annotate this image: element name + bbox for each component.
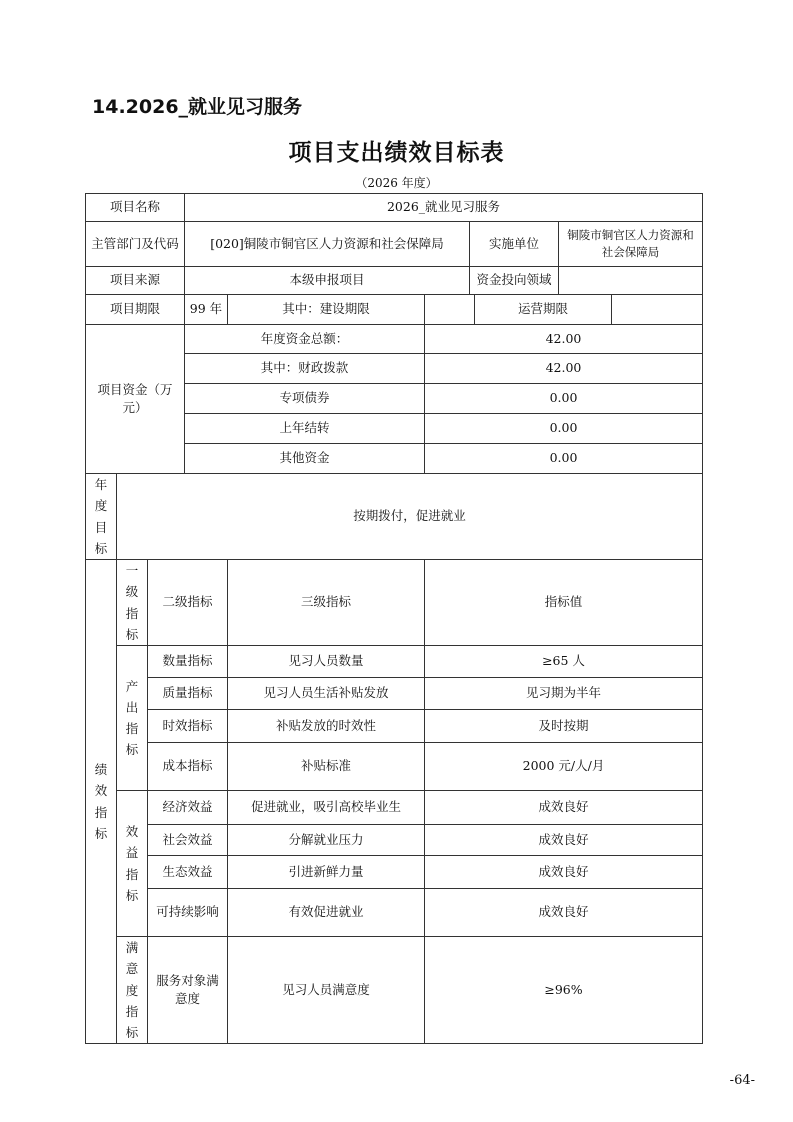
fund-value: 42.00: [425, 325, 703, 354]
level3-cell: 分解就业压力: [228, 825, 425, 856]
field-label: 资金投向领域: [470, 267, 559, 295]
source-label: 项目来源: [86, 267, 185, 295]
level3-header: 三级指标: [228, 560, 425, 646]
fund-value: 0.00: [425, 384, 703, 414]
level2-cell: 可持续影响: [148, 889, 228, 937]
level3-cell: 见习人员满意度: [228, 937, 425, 1044]
indicator-value: 及时按期: [425, 710, 703, 743]
indicator-value: 成效良好: [425, 889, 703, 937]
ops-value: [612, 295, 703, 325]
indicator-value: 成效良好: [425, 856, 703, 889]
performance-table: [85, 193, 703, 1044]
indicators-label: 绩效指标: [86, 560, 117, 1044]
fund-label: 其中：财政拨款: [185, 354, 425, 384]
indicator-value: ≥96%: [425, 937, 703, 1044]
field-value: [559, 267, 703, 295]
period-label: 项目期限: [86, 295, 185, 325]
source-value: 本级申报项目: [185, 267, 470, 295]
annual-goal-label: 年度目标: [86, 474, 117, 560]
page-title: 项目支出绩效目标表: [288, 140, 505, 166]
build-value: [425, 295, 475, 325]
fund-label: 其他资金: [185, 444, 425, 474]
output-indicator-label: 产出指标: [117, 646, 148, 791]
section-heading: 14.2026_就业见习服务: [92, 96, 303, 118]
indicator-value: ≥65 人: [425, 646, 703, 678]
fund-value: 42.00: [425, 354, 703, 384]
project-name-value: 2026_就业见习服务: [185, 194, 703, 222]
build-label: 其中：建设期限: [228, 295, 425, 325]
level3-cell: 补贴标准: [228, 743, 425, 791]
level2-cell: 成本指标: [148, 743, 228, 791]
indicator-value: 见习期为半年: [425, 678, 703, 710]
fund-value: 0.00: [425, 414, 703, 444]
level2-cell: 时效指标: [148, 710, 228, 743]
satisfaction-indicator-label: 满意度指标: [117, 937, 148, 1044]
dept-value: [020]铜陵市铜官区人力资源和社会保障局: [185, 222, 470, 267]
level2-cell: 生态效益: [148, 856, 228, 889]
funds-label: 项目资金（万元）: [86, 325, 185, 474]
level2-cell: 质量指标: [148, 678, 228, 710]
year-label: （2026 年度）: [355, 176, 438, 190]
ops-label: 运营期限: [475, 295, 612, 325]
annual-goal-value: 按期拨付，促进就业: [117, 474, 703, 560]
indicator-value: 成效良好: [425, 825, 703, 856]
level3-cell: 见习人员生活补贴发放: [228, 678, 425, 710]
level3-cell: 补贴发放的时效性: [228, 710, 425, 743]
level2-cell: 服务对象满意度: [148, 937, 228, 1044]
indicator-value: 成效良好: [425, 791, 703, 825]
impl-label: 实施单位: [470, 222, 559, 267]
level2-cell: 社会效益: [148, 825, 228, 856]
fund-label: 专项债券: [185, 384, 425, 414]
level2-cell: 数量指标: [148, 646, 228, 678]
level1-header: 一级指标: [117, 560, 148, 646]
fund-label: 上年结转: [185, 414, 425, 444]
fund-value: 0.00: [425, 444, 703, 474]
impl-value: 铜陵市铜官区人力资源和社会保障局: [559, 222, 703, 267]
level3-cell: 有效促进就业: [228, 889, 425, 937]
benefit-indicator-label: 效益指标: [117, 791, 148, 937]
project-name-label: 项目名称: [86, 194, 185, 222]
indicator-value: 2000 元/人/月: [425, 743, 703, 791]
value-header: 指标值: [425, 560, 703, 646]
page-number: -64-: [729, 1073, 755, 1088]
level3-cell: 引进新鲜力量: [228, 856, 425, 889]
level3-cell: 促进就业，吸引高校毕业生: [228, 791, 425, 825]
period-value: 99 年: [185, 295, 228, 325]
dept-label: 主管部门及代码: [86, 222, 185, 267]
fund-label: 年度资金总额：: [185, 325, 425, 354]
level2-header: 二级指标: [148, 560, 228, 646]
level3-cell: 见习人员数量: [228, 646, 425, 678]
level2-cell: 经济效益: [148, 791, 228, 825]
